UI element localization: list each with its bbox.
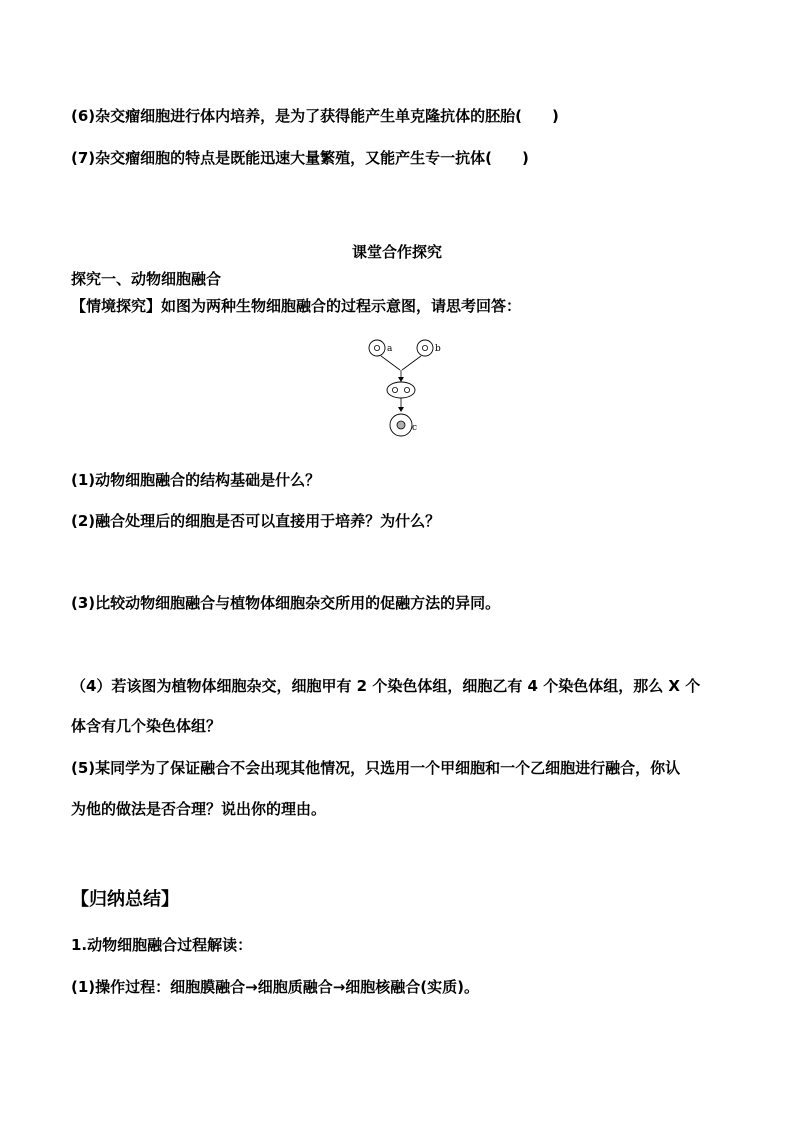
summary-heading: 【归纳总结】 <box>71 889 179 910</box>
scenario-intro: 【情境探究】如图为两种生物细胞融合的过程示意图，请思考回答： <box>71 297 522 315</box>
fused-cell <box>387 382 415 398</box>
summary-point-1-1: (1)操作过程：细胞膜融合→细胞质融合→细胞核融合(实质)。 <box>71 978 479 996</box>
label-a: a <box>387 344 393 354</box>
fused-nucleus-1 <box>392 387 397 392</box>
summary-point-1: 1.动物细胞融合过程解读： <box>71 936 253 954</box>
question-4-line2: 体含有几个染色体组？ <box>71 717 222 735</box>
question-1: (1)动物细胞融合的结构基础是什么？ <box>71 471 321 489</box>
cell-a-nucleus <box>374 345 379 350</box>
cell-c-nucleus <box>397 421 405 429</box>
arrow-head-1 <box>398 377 404 382</box>
question-5-line2: 为他的做法是否合理？说出你的理由。 <box>71 800 327 818</box>
item-7: (7)杂交瘤细胞的特点是既能迅速大量繁殖，又能产生专一抗体( ) <box>71 149 529 167</box>
label-c: c <box>412 423 418 433</box>
inquiry-heading: 探究一、动物细胞融合 <box>71 270 222 288</box>
cell-b-nucleus <box>422 345 427 350</box>
arrow-head-2 <box>398 407 404 412</box>
cell-a <box>369 340 385 356</box>
item-6: (6)杂交瘤细胞进行体内培养，是为了获得能产生单克隆抗体的胚胎( ) <box>71 107 559 125</box>
connector-b <box>402 356 421 370</box>
question-5-line1: (5)某同学为了保证融合不会出现其他情况，只选用一个甲细胞和一个乙细胞进行融合，你认 <box>71 759 681 777</box>
cell-b <box>417 340 433 356</box>
fused-nucleus-2 <box>404 387 409 392</box>
section-title: 课堂合作探究 <box>351 243 442 261</box>
question-3: (3)比较动物细胞融合与植物体细胞杂交所用的促融方法的异同。 <box>71 594 501 612</box>
cell-fusion-diagram <box>355 332 455 442</box>
label-b: b <box>435 344 441 354</box>
question-2: (2)融合处理后的细胞是否可以直接用于培养？为什么？ <box>71 512 441 530</box>
connector-a <box>381 356 400 370</box>
question-4-line1: （4）若该图为植物体细胞杂交，细胞甲有 2 个染色体组，细胞乙有 4 个染色体组，那么 X 个 <box>71 677 701 695</box>
